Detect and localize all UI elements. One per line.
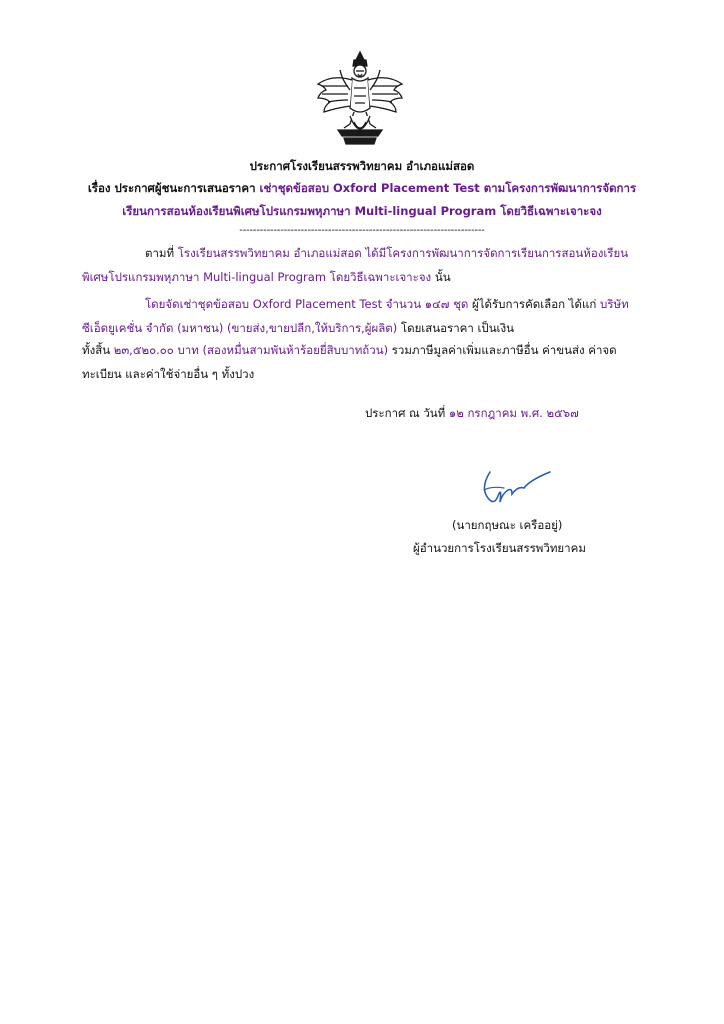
paragraph-1-line-1 (145, 245, 628, 261)
para2-offer: โดยเสนอราคา เป็นเงิน (397, 321, 514, 335)
para2-company-start: บริษัท (600, 297, 629, 311)
para1-school: โรงเรียนสรรพวิทยาคม อำเภอแม่สอด (177, 246, 362, 260)
signer-name: (นายกฤษณะ เครืออยู่) (452, 518, 563, 532)
para1-rest: ได้มีโครงการพัฒนาการจัดการเรียนการสอนห้องเรียน (361, 246, 629, 260)
para2-selected: ผู้ได้รับการคัดเลือก ได้แก่ (468, 297, 601, 311)
subject-highlight: เช่าชุดข้อสอบ Oxford Placement Test ตามโครงการพัฒนาการจัดการ (259, 181, 637, 195)
subject-prefix: เรื่อง ประกาศผู้ชนะการเสนอราคา (87, 181, 260, 195)
paragraph-2-line-3 (82, 342, 617, 358)
para2-company: ซีเอ็ดยูเคชั่น จำกัด (มหาชน) (ขายส่ง,ขายปลีก,ให้บริการ,ผู้ผลิต) (82, 321, 398, 335)
subject-line-2: เรียนการสอนห้องเรียนพิเศษโปรแกรมพหุภาษา Multi-lingual Program โดยวิธีเฉพาะเจาะจง (122, 204, 602, 218)
signer-position: ผู้อำนวยการโรงเรียนสรรพวิทยาคม (413, 541, 586, 555)
divider: ------------------------------------------------------------------------ (239, 225, 485, 236)
date-prefix: ประกาศ ณ วันที่ (365, 406, 449, 420)
subject-line (0, 180, 724, 196)
paragraph-2-line-4: ทะเบียน และค่าใช้จ่ายอื่น ๆ ทั้งปวง (82, 367, 255, 381)
garuda-emblem-icon (310, 50, 410, 150)
para2-amount: ๒๓,๕๒๐.๐๐ บาท (สองหมื่นสามพันห้าร้อยยี่สิบบาทถ้วน) (113, 343, 389, 357)
announcement-date (365, 405, 579, 421)
para1-end: นั้น (431, 270, 451, 284)
signature-image (478, 468, 558, 512)
para2-tax-note: รวมภาษีมูลค่าเพิ่มและภาษีอื่น ค่าขนส่ง ค่าจด (388, 343, 617, 357)
announcement-title: ประกาศโรงเรียนสรรพวิทยาคม อำเภอแม่สอด (249, 159, 475, 173)
paragraph-2-line-1 (145, 296, 629, 312)
para1-prefix: ตามที่ (145, 246, 178, 260)
para2-rental: โดยจัดเช่าชุดข้อสอบ Oxford Placement Test จำนวน ๑๔๗ ชุด (145, 297, 469, 311)
para1-program: พิเศษโปรแกรมพหุภาษา Multi-lingual Program โดยวิธีเฉพาะเจาะจง (82, 270, 432, 284)
para2-total-label: ทั้งสิ้น (82, 343, 114, 357)
paragraph-1-line-2 (82, 269, 451, 285)
paragraph-2-line-2 (82, 320, 514, 336)
date-value: ๑๒ กรกฎาคม พ.ศ. ๒๕๖๗ (448, 406, 579, 420)
